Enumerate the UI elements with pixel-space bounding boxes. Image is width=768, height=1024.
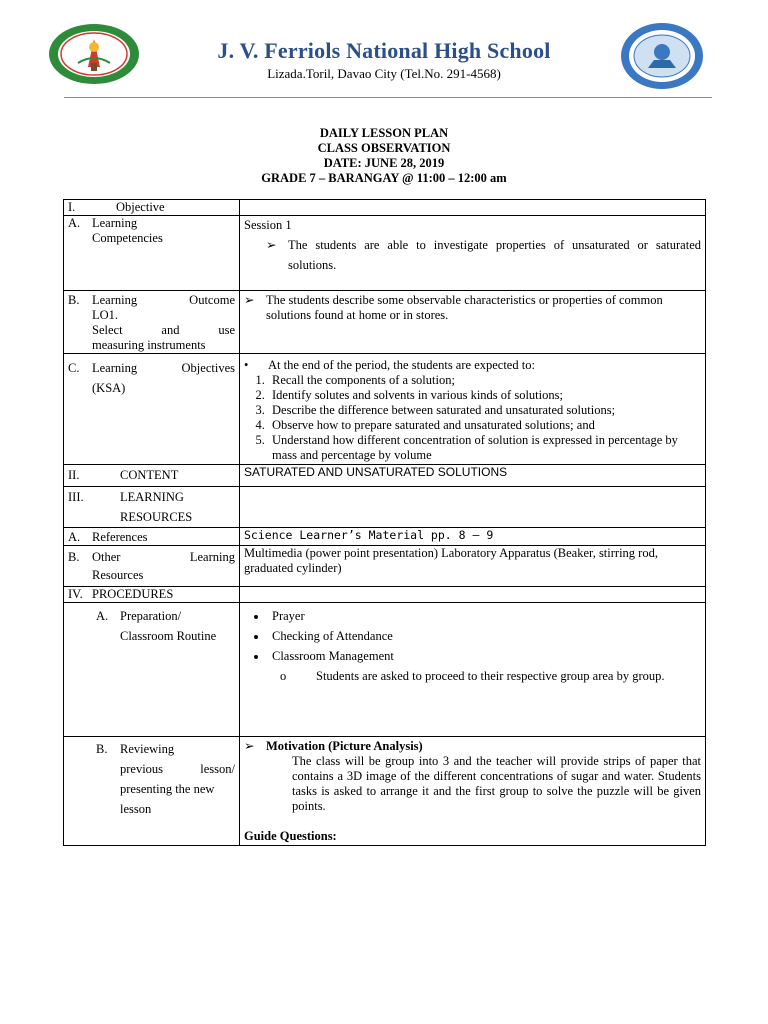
row-label: Other xyxy=(92,550,121,564)
table-row xyxy=(64,487,706,528)
list-item: 1. Recall the components of a solution; xyxy=(268,373,701,388)
row-label: Learning xyxy=(92,216,138,230)
preparation-label-cell xyxy=(64,603,240,737)
section-label: LEARNING xyxy=(120,490,184,504)
row-letter: B. xyxy=(68,550,80,564)
row-label: Reviewing xyxy=(120,742,175,756)
sub-list-item xyxy=(280,666,701,686)
section-number: I. xyxy=(68,200,76,214)
arrow-bullet-icon: ➢ xyxy=(266,238,277,252)
row-label-cont: use xyxy=(218,323,235,337)
list-item: • Checking of Attendance xyxy=(268,626,701,646)
other-resources-label-cell xyxy=(64,546,240,587)
outcome-text: The students describe some observable characteristics or properties of common solutions found at home or in stores. xyxy=(266,293,663,322)
reviewing-label-cell xyxy=(64,737,240,846)
routine-list xyxy=(244,606,701,666)
lesson-plan-table xyxy=(63,199,706,846)
table-row xyxy=(64,216,706,291)
plan-class-schedule: GRADE 7 – BARANGAY @ 11:00 – 12:00 am xyxy=(261,171,507,185)
procedures-value-cell xyxy=(240,587,706,603)
references-value-cell: Science Learner’s Material pp. 8 – 9 xyxy=(240,528,706,546)
preparation-value-cell xyxy=(240,603,706,737)
header-divider xyxy=(64,97,712,98)
resources-value-cell xyxy=(240,487,706,528)
row-label-cont: lesson xyxy=(120,802,152,816)
section-label: PROCEDURES xyxy=(92,587,174,601)
row-letter: C. xyxy=(68,361,80,375)
list-item: 4. Observe how to prepare saturated and unsaturated solutions; and xyxy=(268,418,701,433)
row-label: Learning xyxy=(189,550,235,564)
row-label: Learning xyxy=(92,293,138,307)
content-value-cell: SATURATED AND UNSATURATED SOLUTIONS xyxy=(240,465,706,487)
list-item: 2. Identify solutes and solvents in various kinds of solutions; xyxy=(268,388,701,403)
row-label: Preparation/ xyxy=(120,609,182,623)
table-row xyxy=(64,200,706,216)
plan-subtitle: CLASS OBSERVATION xyxy=(317,141,451,155)
row-label-cont: (KSA) xyxy=(92,381,126,395)
row-label-cont: presenting the new xyxy=(120,782,215,796)
reviewing-value-cell xyxy=(240,737,706,846)
resources-label-cell xyxy=(64,487,240,528)
competencies-label-cell xyxy=(64,216,240,291)
row-label-cont: Classroom Routine xyxy=(120,629,217,643)
row-label-cont: previous xyxy=(120,762,164,776)
list-item: 5. Understand how different concentration of solution is expressed in percentage by mass and percentage by volume xyxy=(268,433,701,463)
row-label: References xyxy=(92,530,148,544)
plan-title: DAILY LESSON PLAN xyxy=(319,126,449,140)
row-label-cont: measuring instruments xyxy=(92,338,206,352)
guide-questions-label: Guide Questions: xyxy=(244,829,337,843)
session-label: Session 1 xyxy=(244,218,292,232)
motivation-text: The class will be group into 3 and the teacher will provide strips of paper that contains a 3D image of the different concentrations of sugar and water. Students tasks is asked to arrange it and the first group to solve the puzzle will be given points. xyxy=(292,754,701,813)
procedures-label-cell xyxy=(64,587,240,603)
school-name: J. V. Ferriols National High School xyxy=(217,38,551,63)
plan-heading xyxy=(0,126,768,186)
row-letter: A. xyxy=(68,530,81,544)
table-row xyxy=(64,465,706,487)
outcome-value-cell xyxy=(240,291,706,354)
bullet-icon: • xyxy=(244,358,249,372)
row-label: Learning xyxy=(92,361,138,375)
objective-value-cell xyxy=(240,200,706,216)
section-label-cont: RESOURCES xyxy=(120,510,193,524)
section-number: IV. xyxy=(68,587,83,601)
sub-item-text: Students are asked to proceed to their respective group area by group. xyxy=(316,669,665,683)
motivation-title: Motivation (Picture Analysis) xyxy=(266,739,423,753)
table-row xyxy=(64,603,706,737)
row-label-cont: Select xyxy=(92,323,123,337)
table-row xyxy=(64,354,706,465)
row-label: Objectives xyxy=(181,361,235,375)
other-resources-value-cell: Multimedia (power point presentation) Laboratory Apparatus (Beaker, stirring rod, graduated cylinder) xyxy=(240,546,706,587)
table-row xyxy=(64,291,706,354)
row-label-cont: Resources xyxy=(92,568,144,582)
list-item: 3. Describe the difference between saturated and unsaturated solutions; xyxy=(268,403,701,418)
row-letter: A. xyxy=(96,609,109,623)
plan-date: DATE: JUNE 28, 2019 xyxy=(323,156,445,170)
school-address: Lizada.Toril, Davao City (Tel.No. 291-4568) xyxy=(267,66,501,81)
row-letter: B. xyxy=(96,742,108,756)
ksa-list xyxy=(244,373,701,463)
row-label-cont: and xyxy=(161,323,180,337)
arrow-bullet-icon: ➢ xyxy=(244,739,255,753)
competency-text: The students are able to investigate properties of unsaturated or saturated solutions. xyxy=(288,238,701,272)
row-label: Outcome xyxy=(189,293,235,307)
outcome-label-cell xyxy=(64,291,240,354)
table-row xyxy=(64,546,706,587)
row-letter: A. xyxy=(68,216,81,230)
objective-label-cell xyxy=(64,200,240,216)
ksa-value-cell xyxy=(240,354,706,465)
table-row xyxy=(64,587,706,603)
ksa-label-cell xyxy=(64,354,240,465)
row-letter: B. xyxy=(68,293,80,307)
table-row xyxy=(64,528,706,546)
list-item: • Prayer xyxy=(268,606,701,626)
row-label-cont: lesson/ xyxy=(200,762,235,776)
row-label-cont: Competencies xyxy=(92,231,163,245)
row-label-cont: LO1. xyxy=(92,308,119,322)
table-row xyxy=(64,737,706,846)
section-label: Objective xyxy=(116,200,165,214)
circle-bullet-icon: o xyxy=(280,669,287,683)
arrow-bullet-icon: ➢ xyxy=(244,293,255,307)
content-label-cell xyxy=(64,465,240,487)
section-number: II. xyxy=(68,468,80,482)
references-label-cell xyxy=(64,528,240,546)
section-number: III. xyxy=(68,490,84,504)
section-label: CONTENT xyxy=(120,468,179,482)
ksa-intro: At the end of the period, the students are expected to: xyxy=(268,358,535,372)
competencies-value-cell xyxy=(240,216,706,291)
list-item: • Classroom Management xyxy=(268,646,701,666)
